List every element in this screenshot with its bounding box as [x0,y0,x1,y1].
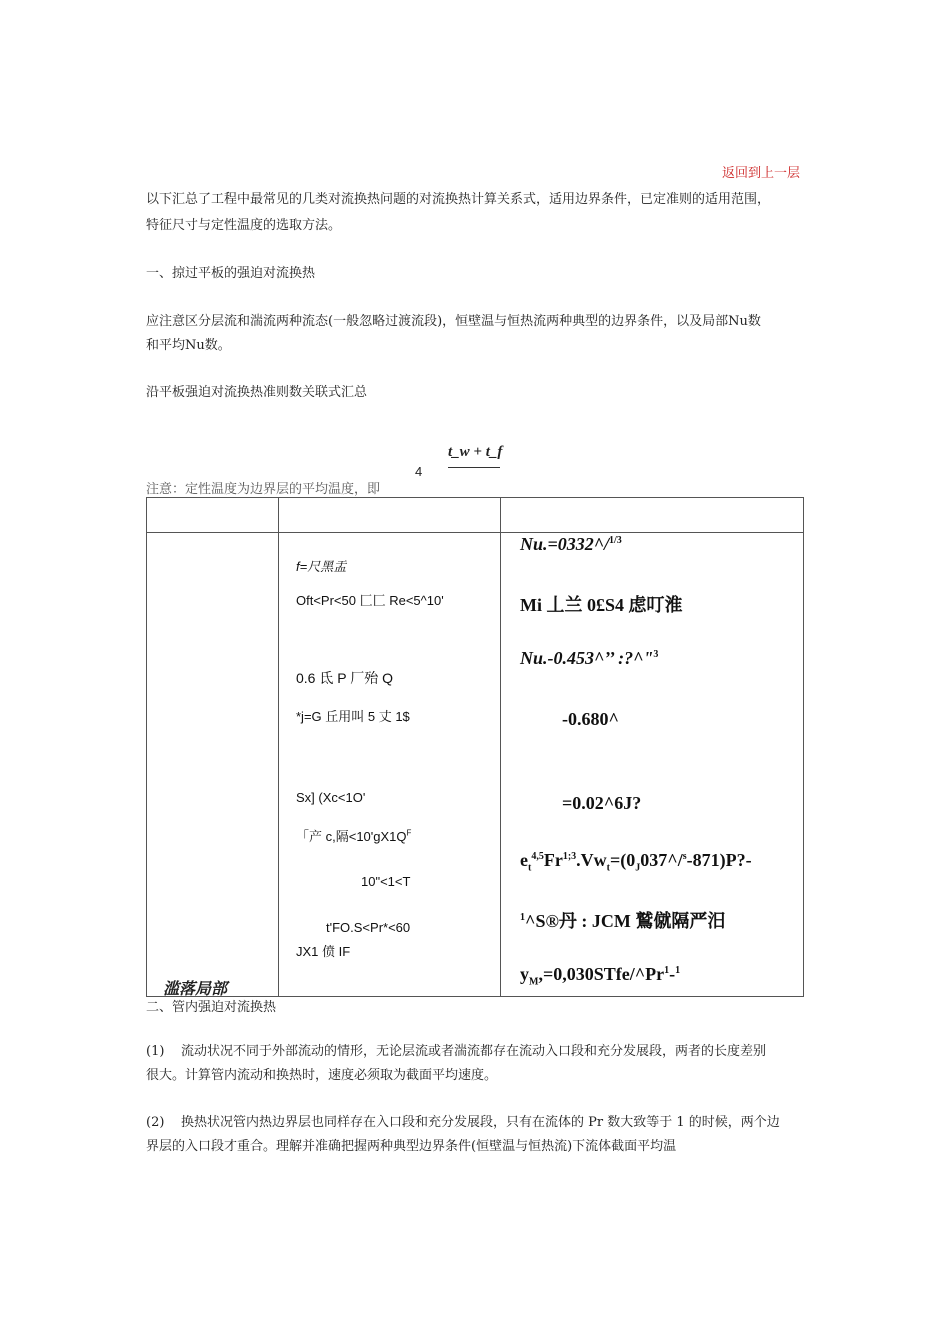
fraction-numerator: t_w + t_f [448,444,503,460]
condition-1: f=尺黑盂 [296,559,347,574]
condition-5: Sx] (Xc<1O' [296,790,366,805]
table-header-divider [147,532,803,533]
table-col-divider-1 [278,498,279,996]
condition-7: 10"<1<T [361,874,411,889]
section1-heading: 一、掠过平板的强迫对流换热 [146,266,316,281]
condition-2: Oft<Pr<50 匚匚 Re<5^10' [296,593,444,608]
intro-line-2: 特征尺寸与定性温度的选取方法。 [146,218,342,233]
item2-number: (2) [146,1115,165,1130]
item1-number: (1) [146,1044,165,1059]
condition-8: t'FO.S<Pr*<60 [326,920,411,935]
fraction-denominator: 4 [415,464,423,479]
formula-2: Mi 丄兰 0£S4 虑叮淮 [520,595,683,615]
formula-8: $y_M,=0,030STfe/\^{}Pr^1-^1$ [520,964,681,988]
condition-9: JX1 偾 IF [296,944,351,959]
section1-para-line-1: 应注意区分层流和湍流两种流态(一般忽略过渡流段)，恒壁温与恒热流两种典型的边界条件，以及局部Nu数 [146,314,761,329]
formula-1: Nu.=0332^/$^{1/3}$ [520,534,622,554]
formula-7: $^1$^S®丹 : JCM 鷲僦隔严汨 [520,911,726,931]
item1-line-2: 很大。计算管内流动和换热时，速度必须取为截面平均速度。 [146,1068,498,1083]
table-col-divider-2 [500,498,501,996]
back-to-parent-link[interactable]: 返回到上一层 [721,166,800,181]
formula-6: $e_t^{4,5}Fr^{1;3}.Vw_t=(0_J037\^{}/^s-871)P?-$ [520,850,752,874]
left-column-label: 滥落局部 [163,981,228,998]
formula-5: =0.02^6J? [562,793,642,813]
item2-line-1: 换热状况管内热边界层也同样存在入口段和充分发展段，只有在流体的 Pr 数大致等于 1 的时候，两个边 [181,1115,780,1130]
formula-3: Nu.-0.453^’’ :?^"$^3$ [520,648,659,668]
item2-line-2: 界层的入口段才重合。理解并准确把握两种典型边界条件(恒壁温与恒热流)下流体截面平均温 [146,1139,677,1154]
section1-para-line-2: 和平均Nu数。 [146,338,231,353]
condition-6: 「产 c,隔$<10'gX1Q^F$ [296,828,412,844]
intro-line-1: 以下汇总了工程中最常见的几类对流换热问题的对流换热计算关系式，适用边界条件，已定准则的适用范围， [146,192,771,207]
item1-line-1: 流动状况不同于外部流动的情形，无论层流或者湍流都存在流动入口段和充分发展段，两者的长度差别 [181,1044,767,1059]
condition-4: *j=G 丘用叫 5 丈 1$ [296,709,410,724]
fraction-bar [448,467,500,468]
table-caption: 沿平板强迫对流换热准则数关联式汇总 [146,385,368,400]
section2-heading: 二、管内强迫对流换热 [146,1000,277,1015]
condition-3: 0.6 氐 P 厂殆 Q [296,670,393,686]
cut-off-note: 注意：定性温度为边界层的平均温度，即 [146,482,381,497]
formula-4: -0.680^ [562,709,619,729]
